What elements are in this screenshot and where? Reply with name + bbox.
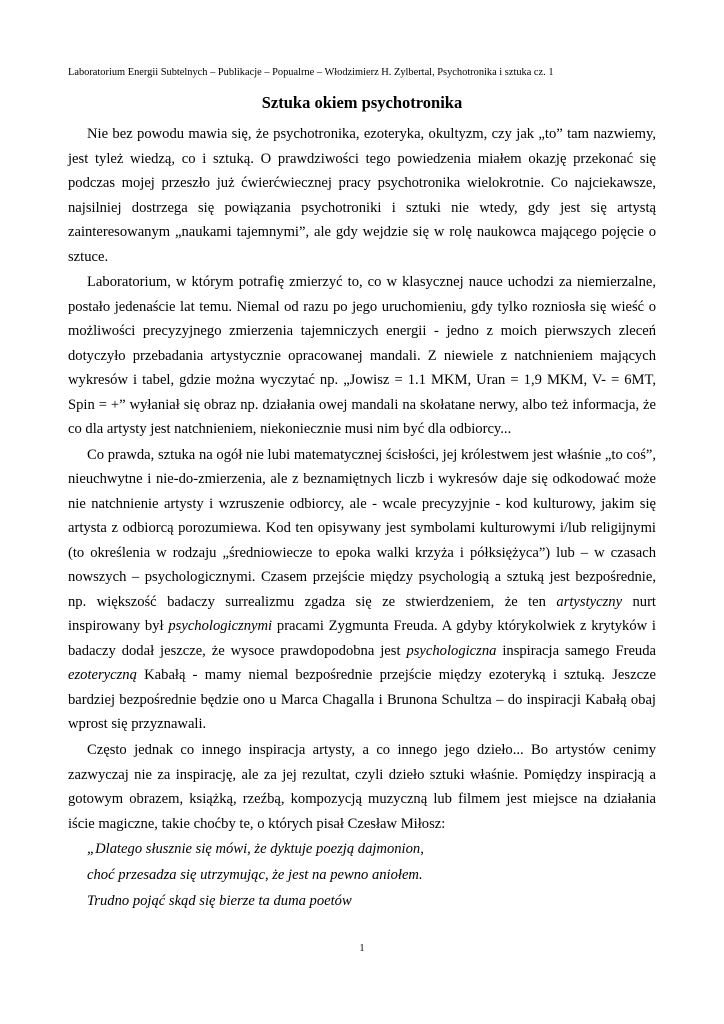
paragraph-3-text-5: Kabałą - mamy niemal bezpośrednie przejście między ezoteryką i sztuką. Jeszcze bardziej bezpośrednie będzie ono u Marca Chagalla i Brunona Schultza – do inspiracji Kabałą obaj wprost się przyznawali. — [68, 667, 656, 733]
running-header: Laboratorium Energii Subtelnych – Publikacje – Popualrne – Włodzimierz H. Zylbertal, Psychotronika i sztuka cz. 1 — [68, 67, 554, 78]
emphasis-ezoteryczna: ezoteryczną — [68, 667, 137, 684]
article-title: Sztuka okiem psychotronika — [261, 93, 463, 112]
paragraph-3-text-4: inspiracja samego Freuda — [496, 642, 657, 659]
paragraph-2: Laboratorium, w którym potrafię zmierzyć to, co w klasycznej nauce uchodzi za niemierzalne, postało jedenaście lat temu. Niemal od razu po jego uruchomieniu, gdy tylko rozniosła się wieść o możliwości precyzyjnego zmierzenia tajemniczych energii - jedno z moich pierwszych zleceń dotyczyło przebadania artystycznie opracowanej mandali. Z niewiele z natchnieniem mających wykresów i tabel, gdzie można wyczytać np. „Jowisz = 1.1 MKM, Uran = 1,9 MKM, V- = 6MT, Spin = +” wyłaniał się obraz np. działania owej mandali na skołatane nerwy, albo też informacja, że co dla artysty jest natchnieniem, niekoniecznie musi nim być dla odbiorcy... — [68, 274, 656, 438]
paragraph-1: Nie bez powodu mawia się, że psychotronika, ezoteryka, okultyzm, czy jak „to” tam nazwiemy, jest tyleż wiedzą, co i sztuką. O prawdziwości tego powiedzenia miałem okazję przekonać się podczas mojej przeszło już ćwierćwiecznej pracy psychotronika wielokrotnie. Co najciekawsze, najsilniej dostrzega się powiązania psychotroniki i sztuki nie wtedy, gdy jest się artystą zainteresowanym „naukami tajemnymi”, ale gdy wejdzie się w rolę naukowca mającego pojęcie o sztuce. — [68, 126, 656, 265]
article-body — [68, 122, 656, 914]
emphasis-artystyczny: artystyczny — [556, 593, 623, 610]
paragraph-3 — [68, 443, 656, 737]
verse-line-3: Trudno pojąć skąd się bierze ta duma poetów — [87, 892, 352, 909]
verse-line-1: „Dlatego słusznie się mówi, że dyktuje poezją dajmonion, — [87, 841, 424, 858]
verse-line-2: choć przesadza się utrzymując, że jest na pewno aniołem. — [87, 866, 423, 883]
paragraph-3-text-1: Co prawda, sztuka na ogół nie lubi matematycznej ścisłości, jej królestwem jest właśnie „to coś”, nieuchwytne i nie-do-zmierzenia, ale z beznamiętnych liczb i wykresów daje się odkodować może nie natchnienie artysty i wzruszenie odbiorcy, ale - wcale precyzyjnie - kod kulturowy, jakim się artysta z odbiorcą porozumiewa. Kod ten opisywany jest symbolami kulturowymi i/lub religijnymi (to określenia w rodzaju „średniowiecze to epoka walki krzyża i półksiężyca”) lub – w czasach nowszych – psychologicznymi. Czasem przejście między psychologią a sztuką jest bezpośrednie, np. większość badaczy surrealizmu zgadza się ze stwierdzeniem, że ten — [68, 446, 656, 610]
paragraph-3-text-2: nurt inspirowany był — [68, 593, 656, 635]
paragraph-3-text-3: pracami Zygmunta Freuda. A gdyby którykolwiek z krytyków i badaczy dodał jeszcze, że wysoce prawdopodobna jest — [68, 618, 656, 659]
paragraph-4: Często jednak co innego inspiracja artysty, a co innego jego dzieło... Bo artystów cenimy zazwyczaj nie za inspirację, ale za jej rezultat, czyli dzieło sztuki właśnie. Pomiędzy inspiracją a gotowym obrazem, książką, rzeźbą, kompozycją muzyczną lub filmem jest miejsce na działania iście magiczne, takie choćby te, o których pisał Czesław Miłosz: — [68, 742, 656, 832]
page-number: 1 — [359, 943, 365, 954]
emphasis-psychologicznymi: psychologicznymi — [168, 618, 273, 635]
emphasis-psychologiczna: psychologiczna — [406, 642, 497, 659]
